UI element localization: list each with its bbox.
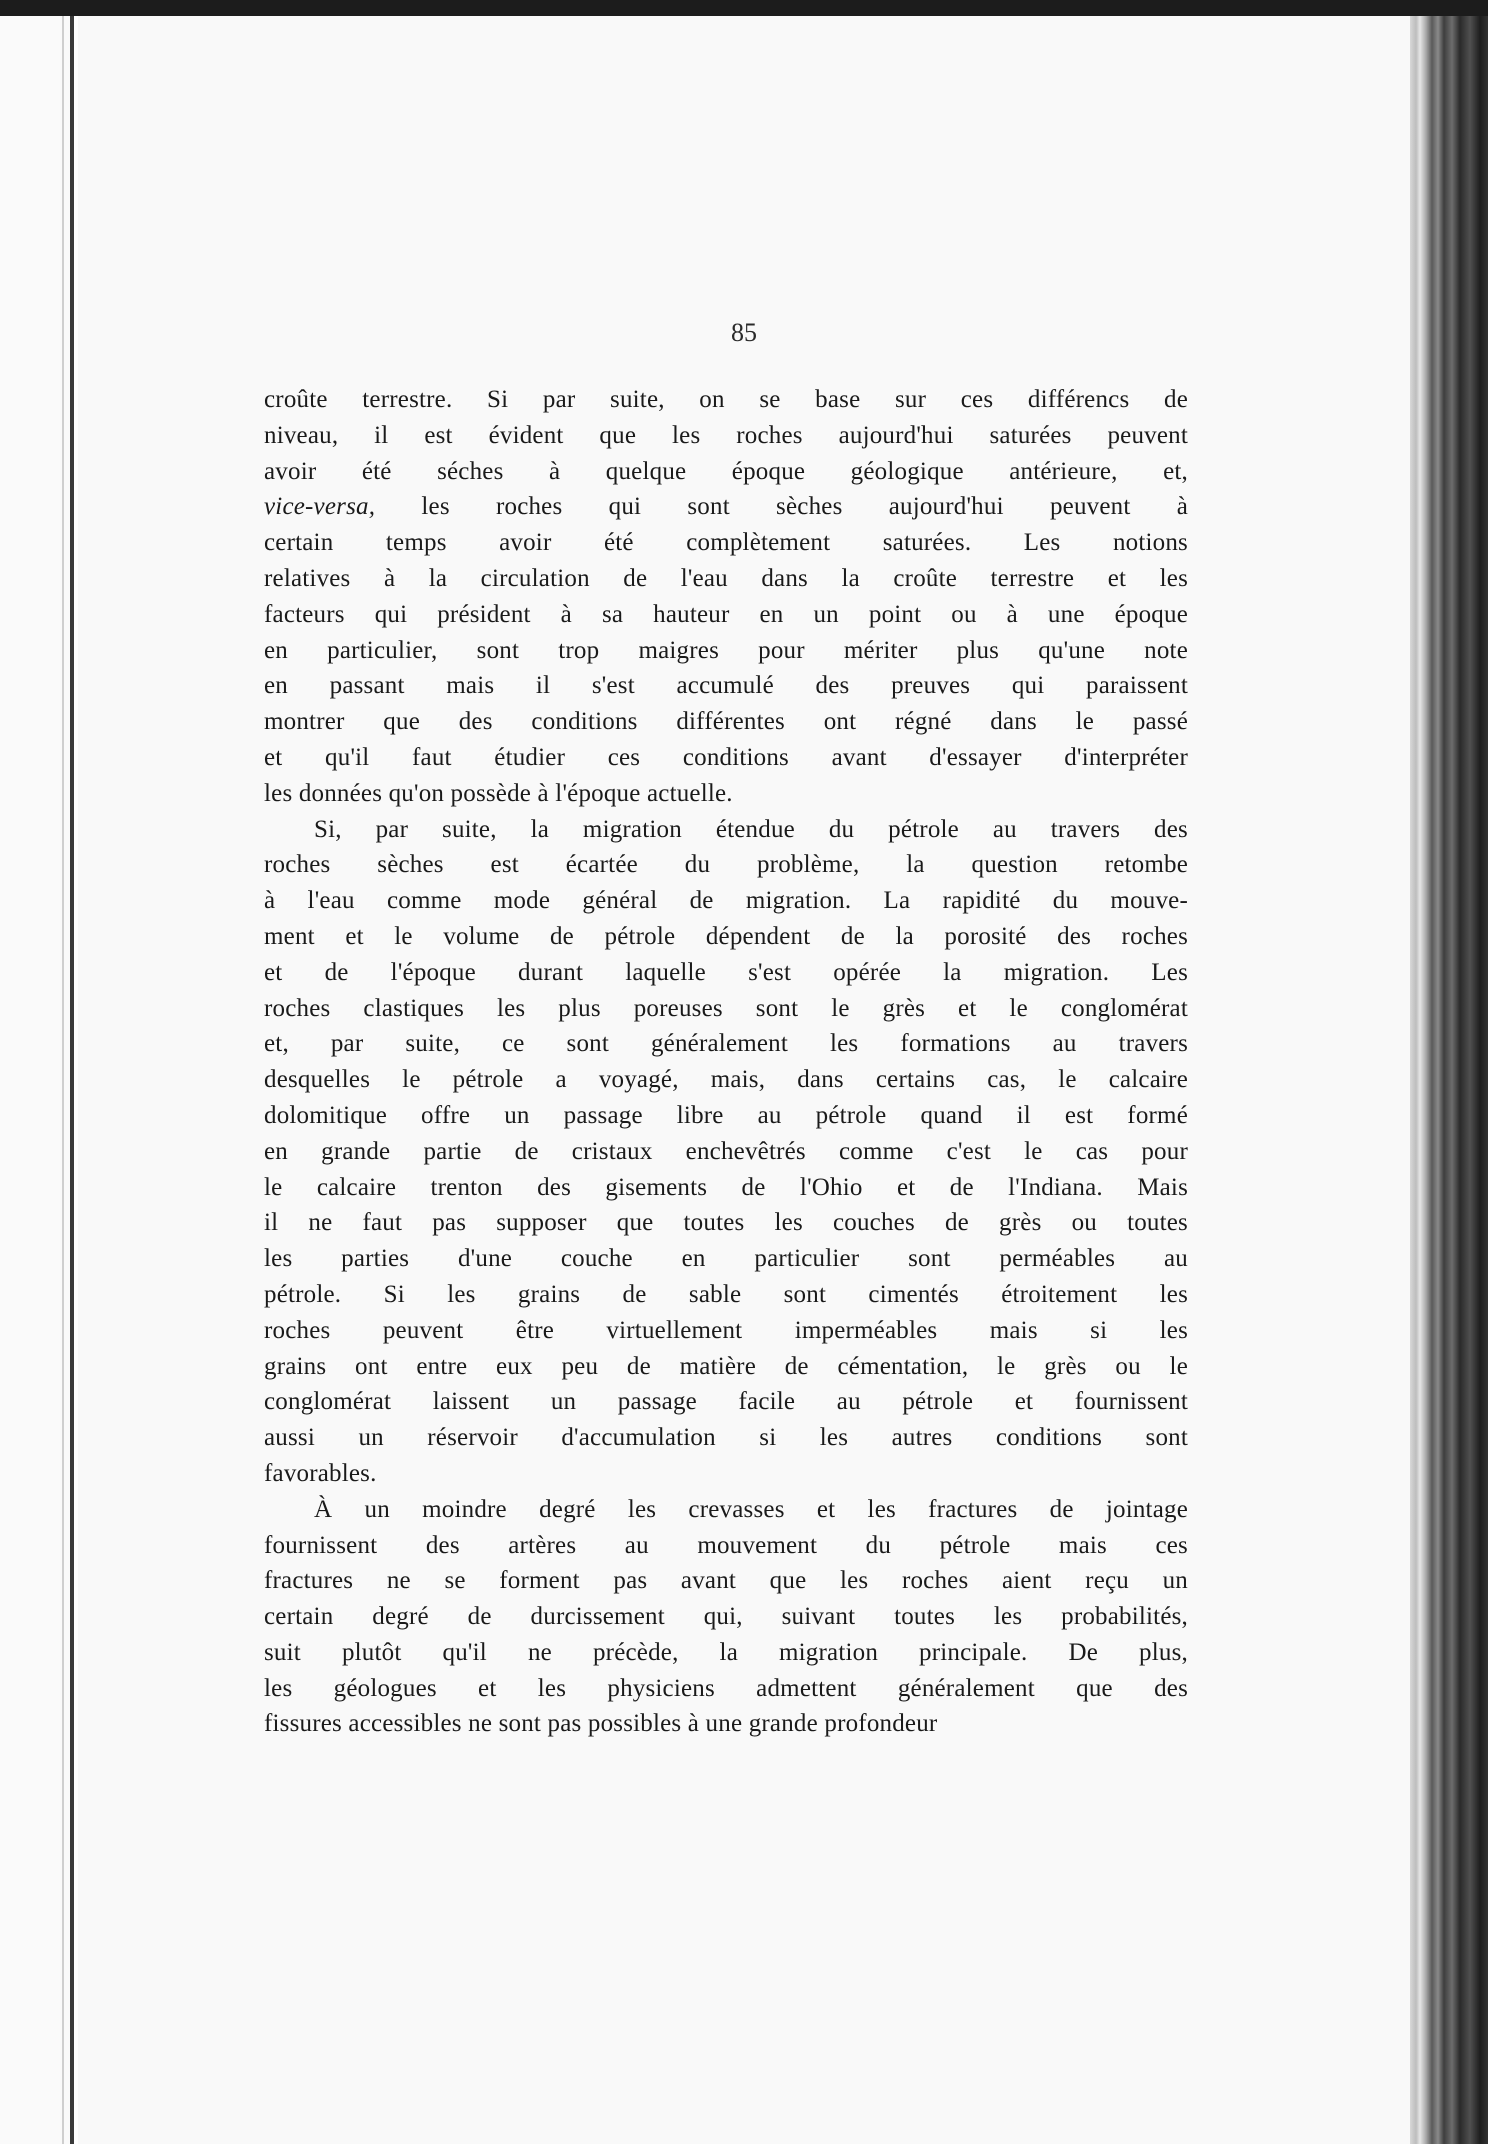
text-line: les géologues et les physiciens admettent généralement que des — [264, 1674, 1188, 1702]
text-line: roches peuvent être virtuellement imperméables mais si les — [264, 1316, 1188, 1344]
text-line: desquelles le pétrole a voyagé, mais, dans certains cas, le calcaire — [264, 1066, 1188, 1094]
text-line: dolomitique offre un passage libre au pétrole quand il est formé — [264, 1101, 1188, 1129]
text-line: aussi un réservoir d'accumulation si les autres conditions sont — [264, 1424, 1188, 1452]
text-line: niveau, il est évident que les roches aujourd'hui saturées peuvent — [264, 421, 1188, 449]
text-line: montrer que des conditions différentes ont régné dans le passé — [264, 708, 1188, 736]
book-page — [78, 16, 1410, 2144]
text-line: fournissent des artères au mouvement du pétrole mais ces — [264, 1531, 1188, 1559]
scan-top-border — [0, 0, 1488, 16]
text-line: et qu'il faut étudier ces conditions avant d'essayer d'interpréter — [264, 743, 1188, 771]
text-line: vice-versa, les roches qui sont sèches aujourd'hui peuvent à — [264, 493, 1188, 521]
text-line: facteurs qui président à sa hauteur en un point ou à une époque — [264, 600, 1188, 628]
text-line: les données qu'on possède à l'époque actuelle. — [264, 779, 733, 807]
text-line: à l'eau comme mode général de migration. La rapidité du mouve- — [264, 887, 1188, 915]
paragraph — [264, 382, 1188, 812]
text-line: favorables. — [264, 1459, 377, 1487]
text-line: croûte terrestre. Si par suite, on se base sur ces différencs de — [264, 386, 1188, 413]
text-line: roches sèches est écartée du problème, la question retombe — [264, 851, 1188, 879]
text-line: il ne faut pas supposer que toutes les couches de grès ou toutes — [264, 1209, 1188, 1237]
text-line: suit plutôt qu'il ne précède, la migration principale. De plus, — [264, 1638, 1188, 1666]
text-line: et, par suite, ce sont généralement les formations au travers — [264, 1030, 1188, 1058]
text-line: grains ont entre eux peu de matière de cémentation, le grès ou le — [264, 1352, 1188, 1380]
page-number: 85 — [731, 318, 757, 347]
text-line: À un moindre degré les crevasses et les fractures de jointage — [314, 1495, 1188, 1523]
text-line: en passant mais il s'est accumulé des preuves qui paraissent — [264, 672, 1188, 700]
text-line: certain temps avoir été complètement saturées. Les notions — [264, 529, 1188, 557]
text-line: et de l'époque durant laquelle s'est opérée la migration. Les — [264, 958, 1188, 986]
paragraph — [264, 812, 1188, 1492]
text-line: relatives à la circulation de l'eau dans la croûte terrestre et les — [264, 564, 1188, 592]
page-stack-edges — [1410, 16, 1488, 2144]
text-line: les parties d'une couche en particulier sont perméables au — [264, 1245, 1188, 1273]
text-line: conglomérat laissent un passage facile au pétrole et fournissent — [264, 1388, 1188, 1416]
text-line: avoir été séches à quelque époque géologique antérieure, et, — [264, 457, 1188, 485]
text-line: pétrole. Si les grains de sable sont cimentés étroitement les — [264, 1280, 1188, 1308]
body-text — [264, 382, 1188, 1742]
text-line: en particulier, sont trop maigres pour mériter plus qu'une note — [264, 636, 1188, 664]
text-line: fissures accessibles ne sont pas possibles à une grande profondeur — [264, 1710, 938, 1738]
italic-term: vice-versa, — [264, 493, 376, 521]
text-line: fractures ne se forment pas avant que les roches aient reçu un — [264, 1567, 1188, 1595]
text-line: en grande partie de cristaux enchevêtrés comme c'est le cas pour — [264, 1137, 1188, 1165]
paragraph — [264, 1492, 1188, 1743]
facing-page-edge — [0, 16, 74, 2144]
text-line: ment et le volume de pétrole dépendent de la porosité des roches — [264, 922, 1188, 950]
text-line: le calcaire trenton des gisements de l'Ohio et de l'Indiana. Mais — [264, 1173, 1188, 1201]
text-line: roches clastiques les plus poreuses sont le grès et le conglomérat — [264, 994, 1188, 1022]
text-line: certain degré de durcissement qui, suivant toutes les probabilités, — [264, 1603, 1188, 1631]
text-line: Si, par suite, la migration étendue du pétrole au travers des — [314, 815, 1188, 843]
